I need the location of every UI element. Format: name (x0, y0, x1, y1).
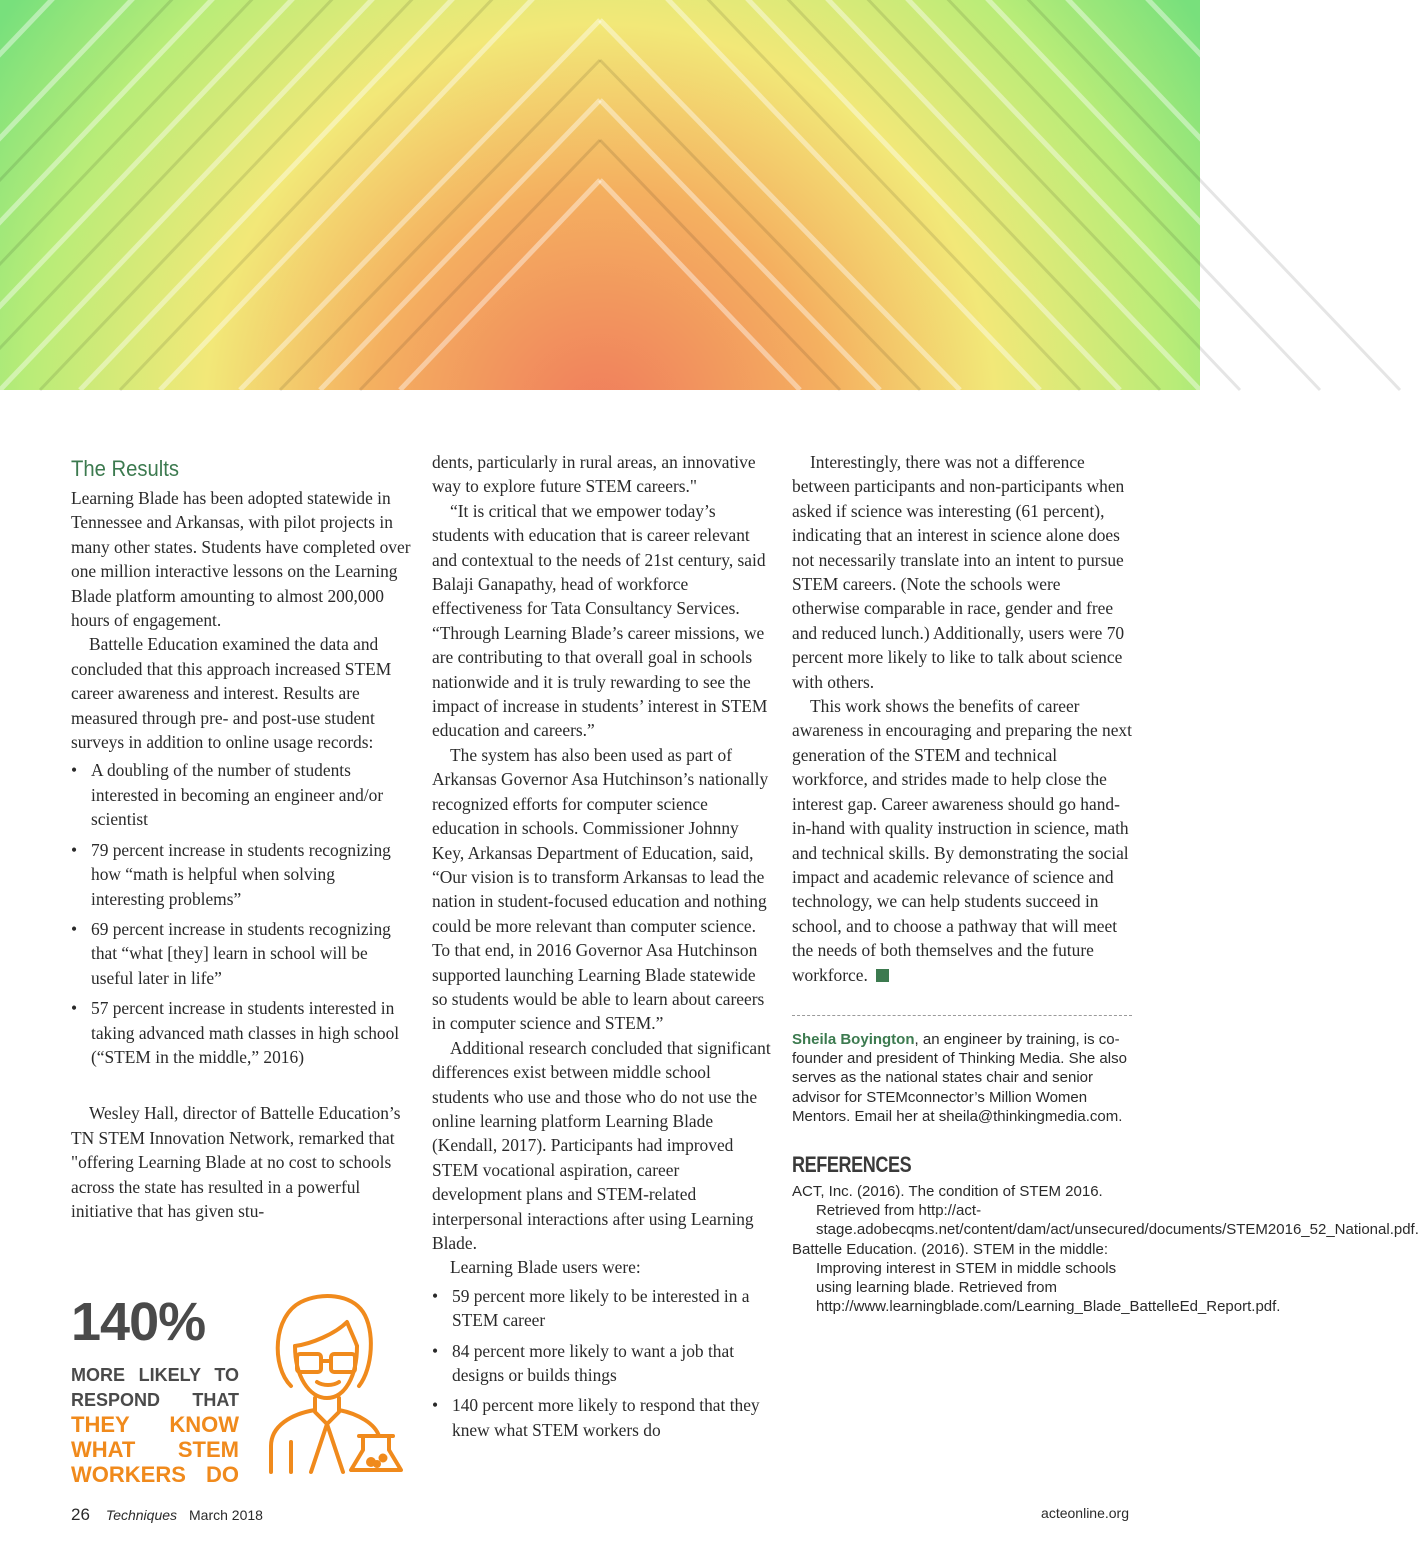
author-bio-text: , an engineer by training, is co-founder and president of Thinking Media. She also serves as the national states chair and senior advisor for STEMconnector’s Million Women Mentors. Email her at sheila@thinkingmedia.com. (792, 1030, 1127, 1125)
list-item: • 140 percent more likely to respond that they knew what STEM workers do (432, 1393, 772, 1442)
paragraph (792, 694, 1132, 987)
callout-line: WORKERS DO (71, 1462, 239, 1487)
paragraph: “It is critical that we empower today’s students with education that is career relevant and contextual to the needs of 21st century, said Balaji Ganapathy, head of workforce effectiveness for Tata Consultancy Services. “Through Learning Blade’s career missions, we are contributing to that overall goal in schools nationwide and it is truly rewarding to see the impact of increase in students’ interest in STEM education and careers.” (432, 500, 768, 741)
footer-left (71, 1505, 263, 1525)
list-item: • 69 percent increase in students recognizing that “what [they] learn in school will be useful later in life” (71, 917, 411, 990)
paragraph: dents, particularly in rural areas, an innovative way to explore future STEM careers." (432, 452, 756, 497)
paragraph: The system has also been used as part of Arkansas Governor Asa Hutchinson’s nationally recognized efforts for computer science education in schools. Commissioner Johnny Key, Arkansas Department of Education, said, “Our vision is to transform Arkansas to lead the nation in student-focused education and nothing could be more relevant than computer science. To that end, in 2016 Governor Asa Hutchinson supported launching Learning Blade statewide so students would be able to learn about careers in computer science and STEM.” (432, 744, 769, 1034)
author-name: Sheila Boyington (792, 1030, 915, 1048)
column-3 (792, 450, 1419, 1316)
list-item: • 59 percent more likely to be interested in a STEM career (432, 1284, 772, 1333)
references-heading: REFERENCES (792, 1151, 912, 1177)
paragraph: Learning Blade has been adopted statewide in Tennessee and Arkansas, with pilot projects in many other states. Students have completed over one million interactive lessons on the Learning Blade platform amounting to almost 200,000 hours of engagement. (71, 488, 411, 631)
reference-item: ACT, Inc. (2016). The condition of STEM 2016. Retrieved from http://act-stage.adobecqms.net/content/dam/act/unsecured/documents/STEM2016_52_National.pdf. (792, 1182, 1419, 1239)
column-2 (432, 450, 772, 1448)
callout-line: THEY KNOW (71, 1412, 239, 1437)
magazine-name: Techniques (105, 1507, 178, 1523)
issue-date: March 2018 (189, 1507, 263, 1523)
callout-line: RESPOND THAT (71, 1390, 239, 1410)
paragraph-text: This work shows the benefits of career awareness in encouraging and preparing the next generation of the STEM and technical workforce, and strides made to help close the interest gap. Career awareness should go hand-in-hand with quality instruction in science, math and technical skills. By demonstrating the social impact and academic relevance of science and technology, we can help students succeed in school, and to choose a pathway that will meet the needs of both themselves and the future workforce. (792, 696, 1132, 985)
paragraph: Wesley Hall, director of Battelle Education’s TN STEM Innovation Network, remarked that "offering Learning Blade at no cost to schools across the state has resulted in a powerful initiative that has given stu- (71, 1103, 401, 1221)
callout-line: WHAT STEM (71, 1437, 239, 1462)
paragraph: Learning Blade users were: (450, 1257, 641, 1278)
list-item: • 57 percent increase in students interested in taking advanced math classes in high school (“STEM in the middle,” 2016) (71, 996, 411, 1069)
footer-site: acteonline.org (1041, 1505, 1129, 1521)
hero-image (0, 0, 1200, 390)
scientist-icon (251, 1286, 411, 1481)
page-number: 26 (71, 1505, 90, 1524)
list-item: • 84 percent more likely to want a job that designs or builds things (432, 1339, 772, 1388)
paragraph: Interestingly, there was not a difference between participants and non-participants when asked if science was interesting (61 percent), indicating that an interest in science alone does not necessarily translate into an intent to pursue STEM careers. (Note the schools were otherwise comparable in race, gender and free and reduced lunch.) Additionally, users were 70 percent more likely to like to talk about science with others. (792, 452, 1125, 692)
users-list (432, 1284, 772, 1442)
callout-percent: 140% (71, 1292, 206, 1352)
paragraph: Additional research concluded that significant differences exist between middle school students who use and those who do not use the online learning platform Learning Blade (Kendall, 2017). Participants had improved STEM vocational aspiration, career development plans and STEM-related interpersonal interactions after using Learning Blade. (432, 1037, 771, 1253)
paragraph: Battelle Education examined the data and concluded that this approach increased STEM career awareness and interest. Results are measured through pre- and post-use student surveys in addition to online usage records: (71, 634, 392, 753)
list-item: • 79 percent increase in students recognizing how “math is helpful when solving interesting problems” (71, 838, 411, 911)
callout-line: MORE LIKELY TO (71, 1365, 239, 1385)
reference-item: Battelle Education. (2016). STEM in the middle: Improving interest in STEM in middle schools using learning blade. Retrieved from http://www.learningblade.com/Learning_Blade_BattelleEd_Report.pdf. (792, 1240, 1281, 1316)
divider (792, 1015, 1132, 1016)
author-bio (792, 1030, 1132, 1126)
end-mark-icon (876, 969, 889, 982)
stat-callout (71, 1292, 411, 1487)
results-list (71, 758, 411, 1069)
section-heading: The Results (71, 456, 179, 481)
column-1 (71, 448, 411, 1223)
list-item: • A doubling of the number of students interested in becoming an engineer and/or scientist (71, 758, 411, 831)
